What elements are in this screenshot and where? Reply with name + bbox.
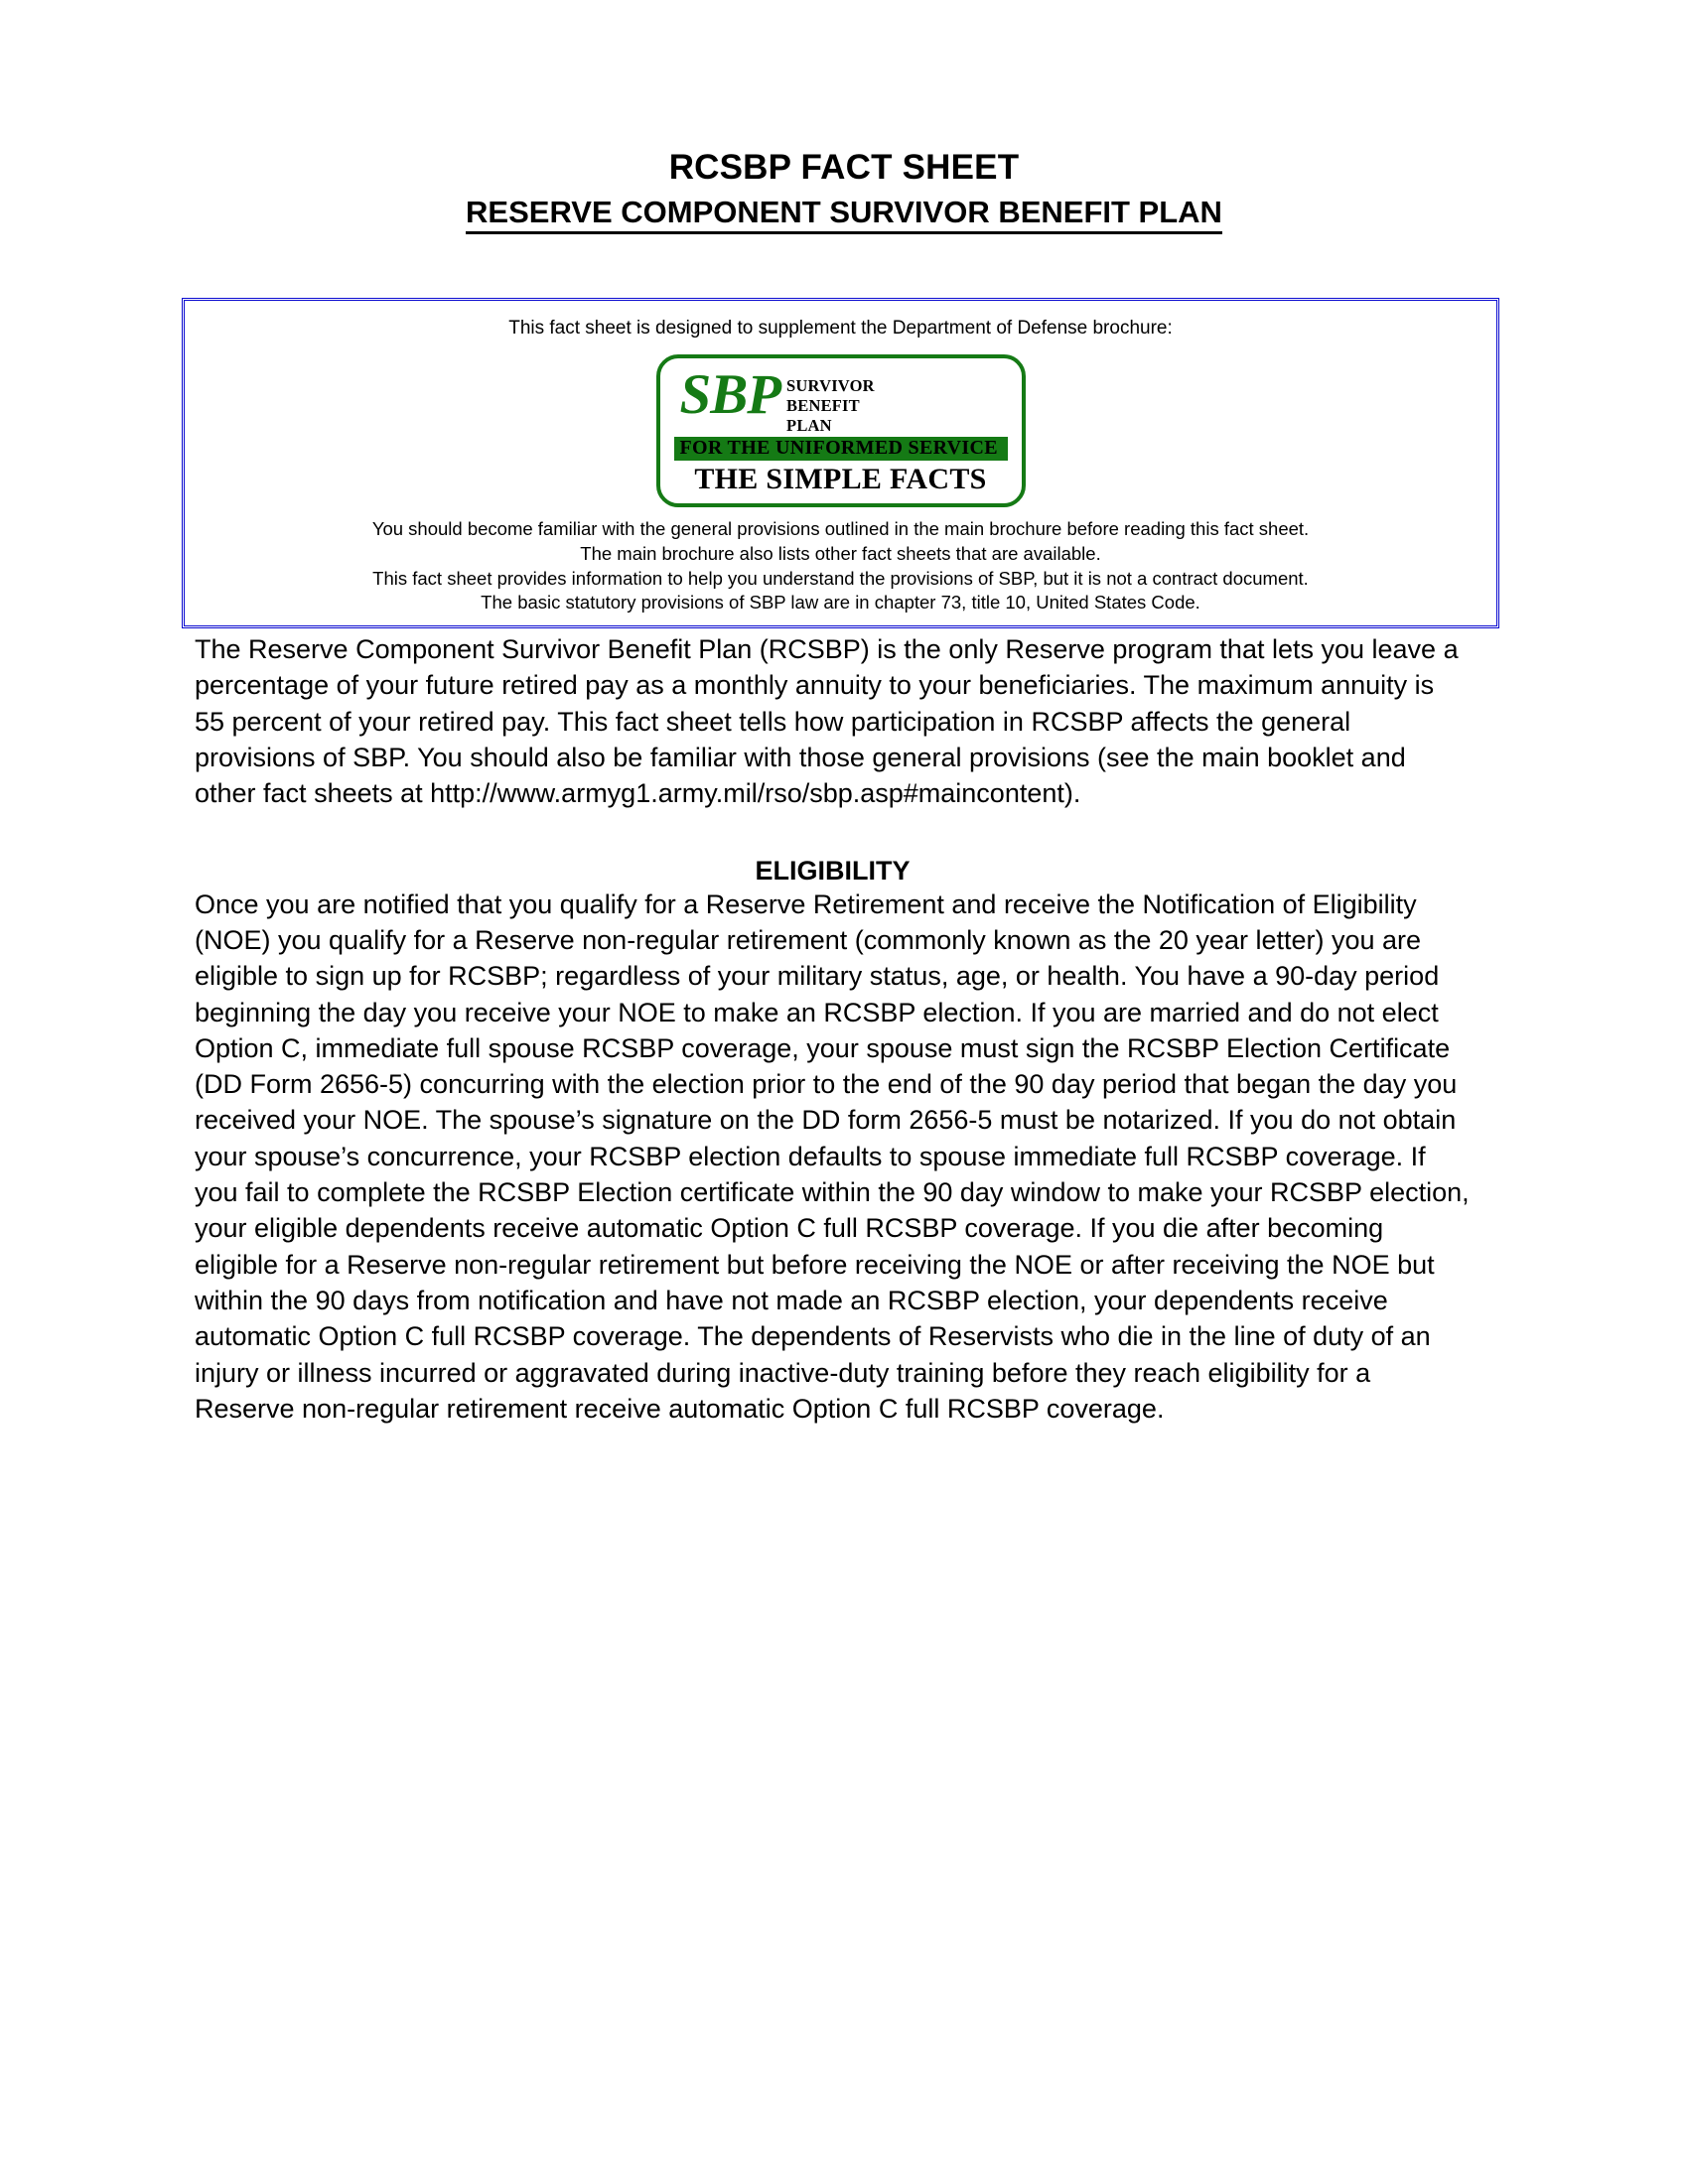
section-heading-eligibility: ELIGIBILITY [755,855,911,886]
callout-lead-text: This fact sheet is designed to supplement the Department of Defense brochure: [508,318,1173,339]
sbp-logo-wrapper [195,354,1486,507]
intro-paragraph: The Reserve Component Survivor Benefit Plan (RCSBP) is the only Reserve program that lets you leave a percentage of your future retired pay as a monthly annuity to your beneficiaries. The maximum annuity is 55 percent of your retired pay. This fact sheet tells how participation in RCSBP affects the general provisions of SBP. You should also be familiar with those general provisions (see the main booklet and other fact sheets at http://www.armyg1.army.mil/rso/sbp.asp#maincontent). [195,634,1459,809]
page-subtitle: RESERVE COMPONENT SURVIVOR BENEFIT PLAN [466,194,1222,234]
sbp-acronym: SBP [679,362,781,426]
brochure-callout-box [182,298,1499,628]
logo-top-row [674,362,1008,436]
simple-facts-tagline: THE SIMPLE FACTS [694,463,987,496]
callout-footnote-line: This fact sheet provides information to help you understand the provisions of SBP, but it is not a contract document. [372,567,1309,589]
callout-footnote-line: The main brochure also lists other fact sheets that are available. [580,542,1101,564]
eligibility-paragraph: Once you are notified that you qualify for a Reserve Retirement and receive the Notification of Eligibility (NOE) you qualify for a Reserve non-regular retirement (commonly known as the 20 year letter) you are eligible to sign up for RCSBP; regardless of your military status, age, or health. You have a 90-day period beginning the day you receive your NOE to make an RCSBP election. If you are married and do not elect Option C, immediate full spouse RCSBP coverage, your spouse must sign the RCSBP Election Certificate (DD Form 2656-5) concurring with the election prior to the end of the 90 day period that began the day you received your NOE. The spouse’s signature on the DD form 2656-5 must be notarized. If you do not obtain your spouse’s concurrence, your RCSBP election defaults to spouse immediate full RCSBP coverage. If you fail to complete the RCSBP Election certificate within the 90 day window to make your RCSBP election, your eligible dependents receive automatic Option C full RCSBP coverage. If you die after becoming eligible for a Reserve non-regular retirement but before receiving the NOE or after receiving the NOE but within the 90 days from notification and have not made an RCSBP election, your dependents receive automatic Option C full RCSBP coverage. The dependents of Reservists who die in the line of duty of an injury or illness incurred or aggravated during inactive-duty training before they reach eligibility for a Reserve non-regular retirement receive automatic Option C full RCSBP coverage. [195,888,1470,1424]
uniformed-service-banner: FOR THE UNIFORMED SERVICE [674,437,1008,461]
callout-footnote-line: You should become familiar with the general provisions outlined in the main brochure before reading this fact sheet. [371,518,1310,540]
document-body [195,631,1471,1427]
sbp-brochure-logo [656,354,1026,507]
title-block [0,0,1688,234]
page-title: RCSBP FACT SHEET [668,148,1020,187]
sbp-word-survivor: SURVIVOR [786,375,875,395]
sbp-word-plan: PLAN [786,416,832,435]
sbp-word-benefit: BENEFIT [786,395,860,415]
sbp-expansion [786,367,875,436]
page-subtitle-wrap [0,188,1688,234]
callout-footnotes [195,517,1486,615]
callout-footnote-line: The basic statutory provisions of SBP law are in chapter 73, title 10, United States Code. [481,592,1200,614]
